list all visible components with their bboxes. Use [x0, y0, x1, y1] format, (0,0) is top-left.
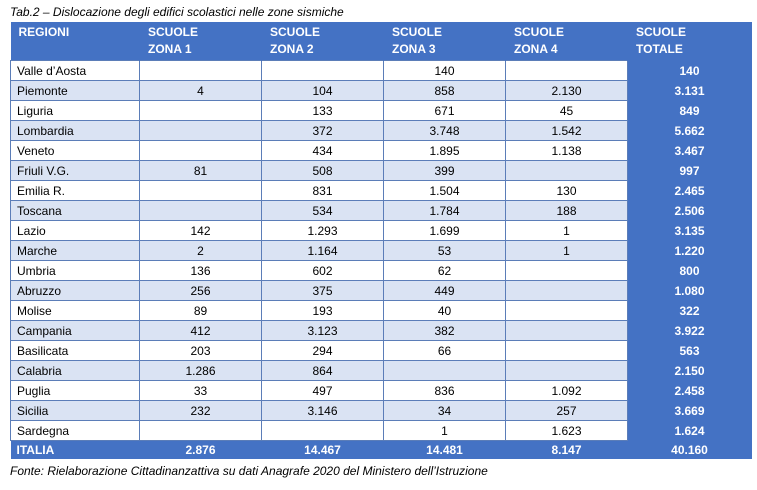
cell-zona-4: 130 [506, 181, 628, 201]
cell-zona-3: 858 [384, 81, 506, 101]
header-regioni: REGIONI [11, 22, 140, 61]
table-row [11, 301, 752, 321]
cell-totale: 997 [628, 161, 752, 181]
cell-zona-2: 1.164 [262, 241, 384, 261]
cell-region: Calabria [11, 361, 140, 381]
cell-zona-4 [506, 321, 628, 341]
cell-totale: 3.135 [628, 221, 752, 241]
cell-zona-3: 140 [384, 61, 506, 81]
cell-zona-3: 1.784 [384, 201, 506, 221]
cell-zona-3: 399 [384, 161, 506, 181]
cell-zona-2: 602 [262, 261, 384, 281]
table-row [11, 161, 752, 181]
cell-zona-1 [140, 101, 262, 121]
table-row [11, 261, 752, 281]
cell-totale: 849 [628, 101, 752, 121]
cell-zona-2: 372 [262, 121, 384, 141]
table-row [11, 181, 752, 201]
cell-zona-1 [140, 181, 262, 201]
cell-totale: 800 [628, 261, 752, 281]
cell-zona-2: 133 [262, 101, 384, 121]
cell-zona-4 [506, 341, 628, 361]
cell-zona-4: 188 [506, 201, 628, 221]
cell-zona-1 [140, 421, 262, 441]
table-row [11, 401, 752, 421]
table-row [11, 241, 752, 261]
cell-region: Lazio [11, 221, 140, 241]
table-row [11, 281, 752, 301]
cell-zona-1: 1.286 [140, 361, 262, 381]
cell-region: Molise [11, 301, 140, 321]
table-row [11, 321, 752, 341]
total-row [11, 441, 752, 460]
source-note: Fonte: Rielaborazione Cittadinanzattiva su dati Anagrafe 2020 del Ministero dell’Istruzione [10, 464, 488, 478]
cell-zona-1: 142 [140, 221, 262, 241]
cell-zona-2: 1.293 [262, 221, 384, 241]
cell-zona-4: 2.130 [506, 81, 628, 101]
cell-zona-1: 2 [140, 241, 262, 261]
cell-totale: 2.465 [628, 181, 752, 201]
cell-zona-1: 232 [140, 401, 262, 421]
cell-region: Piemonte [11, 81, 140, 101]
cell-totale: 1.080 [628, 281, 752, 301]
cell-region: Emilia R. [11, 181, 140, 201]
cell-totale: 2.506 [628, 201, 752, 221]
cell-totale: 3.131 [628, 81, 752, 101]
table-row [11, 121, 752, 141]
cell-zona-4: 1.542 [506, 121, 628, 141]
cell-zona-2: 294 [262, 341, 384, 361]
cell-zona-1 [140, 61, 262, 81]
cell-zona-3: 1.504 [384, 181, 506, 201]
cell-zona-1 [140, 201, 262, 221]
header-zona-3: SCUOLE ZONA 3 [384, 22, 506, 61]
total-zona-2: 14.467 [262, 441, 384, 460]
cell-zona-2 [262, 421, 384, 441]
cell-zona-2: 193 [262, 301, 384, 321]
header-row [11, 22, 752, 61]
cell-zona-3: 1.895 [384, 141, 506, 161]
cell-region: Umbria [11, 261, 140, 281]
cell-totale: 1.624 [628, 421, 752, 441]
table-caption: Tab.2 – Dislocazione degli edifici scolastici nelle zone sismiche [10, 5, 344, 19]
cell-zona-1: 412 [140, 321, 262, 341]
cell-totale: 1.220 [628, 241, 752, 261]
cell-zona-4: 257 [506, 401, 628, 421]
table-row [11, 421, 752, 441]
cell-zona-2 [262, 61, 384, 81]
cell-zona-4: 1.623 [506, 421, 628, 441]
cell-zona-2: 434 [262, 141, 384, 161]
cell-zona-3: 382 [384, 321, 506, 341]
cell-zona-3 [384, 361, 506, 381]
cell-zona-4 [506, 301, 628, 321]
cell-zona-1: 203 [140, 341, 262, 361]
header-zona-1: SCUOLE ZONA 1 [140, 22, 262, 61]
table-row [11, 81, 752, 101]
total-totale: 40.160 [628, 441, 752, 460]
cell-zona-4: 45 [506, 101, 628, 121]
cell-zona-2: 831 [262, 181, 384, 201]
table-row [11, 141, 752, 161]
cell-zona-1: 4 [140, 81, 262, 101]
cell-totale: 322 [628, 301, 752, 321]
total-label: ITALIA [11, 441, 140, 460]
cell-zona-3: 3.748 [384, 121, 506, 141]
table-row [11, 381, 752, 401]
cell-zona-3: 1 [384, 421, 506, 441]
cell-zona-2: 3.146 [262, 401, 384, 421]
cell-zona-4: 1.092 [506, 381, 628, 401]
cell-totale: 3.922 [628, 321, 752, 341]
cell-zona-4 [506, 261, 628, 281]
cell-zona-3: 836 [384, 381, 506, 401]
total-zona-4: 8.147 [506, 441, 628, 460]
cell-zona-2: 508 [262, 161, 384, 181]
table-row [11, 201, 752, 221]
table-row [11, 61, 752, 81]
cell-zona-3: 62 [384, 261, 506, 281]
cell-totale: 2.150 [628, 361, 752, 381]
cell-region: Liguria [11, 101, 140, 121]
cell-region: Basilicata [11, 341, 140, 361]
cell-zona-2: 864 [262, 361, 384, 381]
cell-totale: 5.662 [628, 121, 752, 141]
cell-region: Sicilia [11, 401, 140, 421]
cell-zona-4: 1 [506, 241, 628, 261]
cell-zona-1 [140, 141, 262, 161]
cell-zona-3: 1.699 [384, 221, 506, 241]
cell-zona-3: 53 [384, 241, 506, 261]
table-row [11, 361, 752, 381]
table-row [11, 221, 752, 241]
cell-region: Valle d’Aosta [11, 61, 140, 81]
total-zona-3: 14.481 [384, 441, 506, 460]
cell-zona-4: 1.138 [506, 141, 628, 161]
cell-zona-4 [506, 161, 628, 181]
total-zona-1: 2.876 [140, 441, 262, 460]
cell-region: Sardegna [11, 421, 140, 441]
cell-totale: 563 [628, 341, 752, 361]
cell-zona-2: 497 [262, 381, 384, 401]
cell-region: Lombardia [11, 121, 140, 141]
header-zona-4: SCUOLE ZONA 4 [506, 22, 628, 61]
cell-zona-2: 3.123 [262, 321, 384, 341]
cell-region: Abruzzo [11, 281, 140, 301]
cell-zona-2: 375 [262, 281, 384, 301]
cell-zona-1 [140, 121, 262, 141]
cell-zona-3: 671 [384, 101, 506, 121]
cell-zona-1: 256 [140, 281, 262, 301]
cell-region: Puglia [11, 381, 140, 401]
cell-totale: 3.467 [628, 141, 752, 161]
table-row [11, 341, 752, 361]
cell-zona-1: 89 [140, 301, 262, 321]
cell-zona-3: 40 [384, 301, 506, 321]
cell-zona-3: 66 [384, 341, 506, 361]
cell-totale: 3.669 [628, 401, 752, 421]
cell-totale: 2.458 [628, 381, 752, 401]
cell-zona-3: 449 [384, 281, 506, 301]
schools-seismic-zones-table [10, 22, 752, 459]
cell-region: Toscana [11, 201, 140, 221]
table-row [11, 101, 752, 121]
cell-zona-1: 33 [140, 381, 262, 401]
cell-zona-1: 81 [140, 161, 262, 181]
cell-region: Friuli V.G. [11, 161, 140, 181]
cell-zona-4 [506, 61, 628, 81]
cell-region: Veneto [11, 141, 140, 161]
cell-zona-3: 34 [384, 401, 506, 421]
header-totale: SCUOLE TOTALE [628, 22, 752, 61]
cell-totale: 140 [628, 61, 752, 81]
cell-region: Campania [11, 321, 140, 341]
cell-zona-2: 534 [262, 201, 384, 221]
cell-region: Marche [11, 241, 140, 261]
cell-zona-1: 136 [140, 261, 262, 281]
cell-zona-4 [506, 281, 628, 301]
cell-zona-4: 1 [506, 221, 628, 241]
cell-zona-2: 104 [262, 81, 384, 101]
header-zona-2: SCUOLE ZONA 2 [262, 22, 384, 61]
cell-zona-4 [506, 361, 628, 381]
